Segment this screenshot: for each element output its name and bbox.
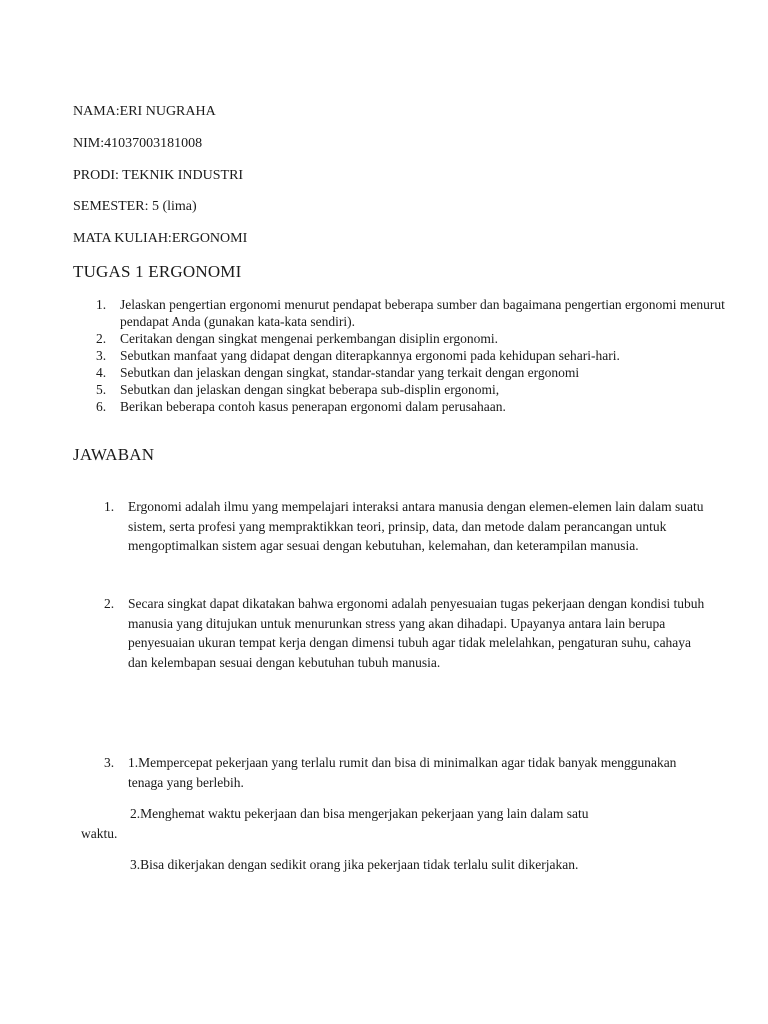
list-number: 3. — [96, 348, 107, 363]
task-list — [73, 296, 753, 415]
answer-number: 2. — [104, 596, 115, 611]
answer-3-point-2: 2.Menghemat waktu pekerjaan dan bisa mengerjakan pekerjaan yang lain dalam satu — [130, 806, 589, 821]
answer-3-point-3: 3.Bisa dikerjakan dengan sedikit orang jika pekerjaan tidak terlalu sulit dikerjakan. — [130, 857, 579, 872]
answer-text: Ergonomi adalah ilmu yang mempelajari interaksi antara manusia dengan elemen-elemen lain dalam suatu sistem, serta profesi yang mempraktikkan teori, prinsip, data, dan metode dalam perancangan untuk mengoptimalkan sistem agar sesuai dengan kebutuhan, kelemahan, dan keterampilan manusia. — [128, 499, 704, 553]
list-number: 2. — [96, 331, 107, 346]
list-item-text: Jelaskan pengertian ergonomi menurut pendapat beberapa sumber dan bagaimana pengertian ergonomi menurut pendapat Anda (gunakan kata-kata sendiri). — [120, 297, 725, 329]
course-name: MATA KULIAH:ERGONOMI — [73, 231, 248, 246]
list-item — [73, 381, 753, 398]
list-number: 1. — [96, 297, 107, 312]
answer-number: 3. — [104, 755, 115, 770]
list-number: 5. — [96, 382, 107, 397]
answer-item — [73, 594, 713, 672]
semester: SEMESTER: 5 (lima) — [73, 199, 197, 214]
list-item — [73, 398, 753, 415]
answer-text: Secara singkat dapat dikatakan bahwa ergonomi adalah penyesuaian tugas pekerjaan dengan kondisi tubuh manusia yang ditujukan untuk menurunkan stress yang akan dihadapi. Upayanya antara lain berupa penyesuaian ukuran tempat kerja dengan dimensi tubuh agar tidak melelahkan, pengaturan suhu, cahaya dan kelembapan sesuai dengan kebutuhan tubuh manusia. — [128, 596, 705, 670]
list-item — [73, 296, 753, 330]
list-item — [73, 364, 753, 381]
list-item — [73, 330, 753, 347]
list-item-text: Ceritakan dengan singkat mengenai perkembangan disiplin ergonomi. — [120, 331, 499, 346]
list-number: 6. — [96, 399, 107, 414]
student-nim: NIM:41037003181008 — [73, 136, 203, 151]
answer-item — [73, 497, 713, 556]
answer-number: 1. — [104, 499, 115, 514]
student-name: NAMA:ERI NUGRAHA — [73, 104, 216, 119]
list-item-text: Berikan beberapa contoh kasus penerapan ergonomi dalam perusahaan. — [120, 399, 506, 414]
list-item-text: Sebutkan manfaat yang didapat dengan diterapkannya ergonomi pada kehidupan sehari-hari. — [120, 348, 620, 363]
answers-title: JAWABAN — [73, 445, 155, 464]
answer-3-point-2-continuation: waktu. — [81, 826, 118, 841]
study-program: PRODI: TEKNIK INDUSTRI — [73, 168, 244, 183]
answer-text: 1.Mempercepat pekerjaan yang terlalu rumit dan bisa di minimalkan agar tidak banyak menggunakan tenaga yang berlebih. — [128, 755, 677, 790]
list-item-text: Sebutkan dan jelaskan dengan singkat, standar-standar yang terkait dengan ergonomi — [120, 365, 580, 380]
list-item-text: Sebutkan dan jelaskan dengan singkat beberapa sub-displin ergonomi, — [120, 382, 500, 397]
answer-item — [73, 753, 713, 792]
list-item — [73, 347, 753, 364]
assignment-title: TUGAS 1 ERGONOMI — [73, 262, 242, 281]
list-number: 4. — [96, 365, 107, 380]
